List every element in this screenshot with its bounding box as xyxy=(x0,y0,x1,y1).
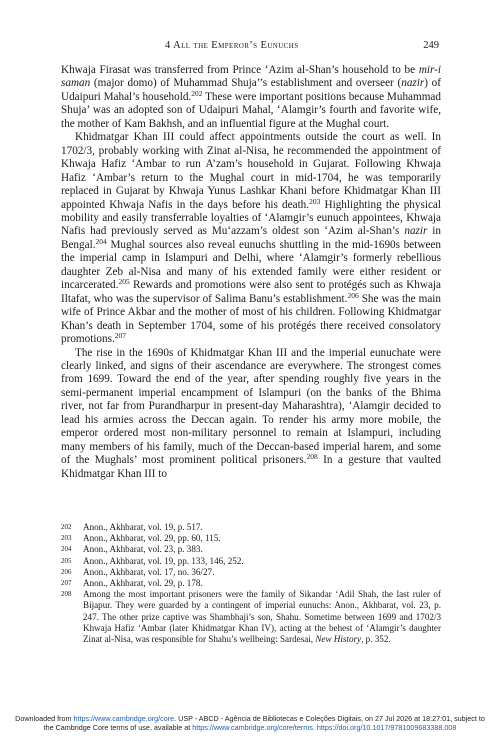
text-run: Anon., Akhbarat, vol. 17, no. 36/27. xyxy=(83,566,215,577)
body-text xyxy=(61,64,441,481)
text-run: These were important positions because Muhammad Shuja’ was an adopted son of Udaipuri Mahal, ‘Alamgir’s fourth and favorite wife, the mother of Kam Bakhsh, and an influential figure at the Mughal court. xyxy=(61,90,441,130)
download-notice-line-2 xyxy=(0,723,500,732)
footnote xyxy=(61,578,441,589)
text-run: Anon., Akhbarat, vol. 23, p. 383. xyxy=(83,544,203,555)
text-run: Anon., Akhbarat, vol. 29, pp. 60, 115. xyxy=(83,533,221,544)
italic-term: mir-i saman xyxy=(61,64,441,90)
footnote-number: 205 xyxy=(61,556,72,565)
text-run: Highlighting the physical mobility and easily transferrable loyalties of ‘Alamgir’s eunuch appointees, Khwaja Nafis had previously served as Mu‘azzam’s oldest son ‘Azim al-Shan’s xyxy=(61,198,441,238)
footnote-ref: 204 xyxy=(95,236,107,246)
italic-term: New History xyxy=(315,634,362,645)
footnote-ref: 202 xyxy=(191,88,203,98)
text-run: Rewards and promotions were also sent to protégés such as Khwaja Iltafat, who was the supervisor of Salima Banu’s establishment. xyxy=(61,279,441,305)
footnote-number: 204 xyxy=(61,545,72,554)
text-run: Downloaded from xyxy=(15,714,74,723)
link[interactable]: https://www.cambridge.org/core/terms xyxy=(192,723,313,733)
footnote xyxy=(61,522,441,533)
page-number: 249 xyxy=(423,40,439,51)
text-run: Mughal sources also reveal eunuchs shuttling in the mid-1690s between the imperial camp in Islampuri and Delhi, where ‘Alamgir’s formerly rebellious daughter Zeb al-Nisa and many of his extended family were either resident or incarcerated. xyxy=(61,238,441,292)
footnote-ref: 203 xyxy=(309,196,321,206)
footnote-ref: 205 xyxy=(118,277,130,287)
footnote xyxy=(61,567,441,578)
footnote xyxy=(61,589,441,645)
paragraph xyxy=(61,64,441,131)
text-run: in Bengal. xyxy=(61,225,442,251)
text-run: (major domo) of Muhammad Shuja’’s establishment and overseer ( xyxy=(90,77,402,90)
link[interactable]: https://www.cambridge.org/core xyxy=(73,714,175,723)
footnote-number: 206 xyxy=(61,567,72,576)
footnote-number: 208 xyxy=(61,590,72,599)
download-notice-line-1 xyxy=(0,714,500,723)
text-run: In a gesture that vaulted Khidmatgar Khan III to xyxy=(61,454,442,480)
text-run: the Cambridge Core terms of use, available at xyxy=(43,723,193,733)
paragraph xyxy=(61,131,441,346)
footnote-ref: 207 xyxy=(114,331,127,341)
text-run: Anon., Akhbarat, vol. 19, p. 517. xyxy=(83,522,203,532)
text-run: She was the main wife of Prince Akbar and the mother of most of his children. Following Khidmatgar Khan’s death in September 1704, some of his protégés there received consolatory promotions. xyxy=(61,292,442,346)
running-head-title: 4 All the Emperor’s Eunuchs xyxy=(165,40,299,51)
text-run: Anon., Akhbarat, vol. 19, pp. 133, 146, 252. xyxy=(83,555,244,566)
link[interactable]: https://doi.org/10.1017/9781009683388.008 xyxy=(316,723,457,733)
running-header xyxy=(61,40,439,54)
download-notice xyxy=(0,714,500,732)
footnote xyxy=(61,533,441,544)
text-run: Anon., Akhbarat, vol. 29, p. 178. xyxy=(83,578,203,589)
footnote xyxy=(61,556,441,567)
footnote-number: 203 xyxy=(61,534,72,543)
text-run: Khidmatgar Khan III could affect appointments outside the court as well. In 1702/3, probably working with Zinat al-Nisa, he recommended the appointment of Khwaja Hafiz ‘Ambar to run A’zam’s household in Gujarat. Following Khwaja Hafiz ‘Ambar’s return to the Mughal court in mid-1704, he was temporarily replaced in Gujarat by Khwaja Yunus Lashkar Khani before Khidmatgar Khan III appointed Khwaja Nafis in the days before his death. xyxy=(61,131,441,211)
footnote-number: 202 xyxy=(61,523,72,531)
footnote-ref: 206 xyxy=(347,290,359,300)
text-run: Khwaja Firasat was transferred from Prince ‘Azim al-Shan’s household to be xyxy=(61,64,419,76)
footnote-ref: 208 xyxy=(306,452,318,462)
footnotes xyxy=(61,522,441,645)
footnote-number: 207 xyxy=(61,579,72,588)
text-run: The rise in the 1690s of Khidmatgar Khan III and the imperial eunuchate were clearly linked, and signs of their ascendance are everywhere. The strongest comes from 1699. Toward the end of the year, after spending roughly five years in the semi-permanent imperial encampment of Islampuri (on the banks of the Bhima river, not far from Purandharpur in present-day Maharashtra), ‘Alamgir decided to lead his armies across the Deccan again. To render his army more mobile, the emperor ordered most non-military personnel to remain at Islampuri, including many members of his family, much of the Deccan-based imperial harem, and some of the Mughals’ most prominent political prisoners. xyxy=(61,346,441,467)
text-run: . xyxy=(312,723,317,733)
italic-term: nazir xyxy=(404,225,428,238)
footnote xyxy=(61,544,441,555)
text-run: . USP - ABCD - Agência de Bibliotecas e Coleções Digitais, on 27 Jul 2026 at 18:27:01, subject to xyxy=(174,714,485,723)
paragraph xyxy=(61,347,441,482)
text-run: , p. 352. xyxy=(361,634,391,645)
text-run: Among the most important prisoners were the family of Sikandar ‘Adil Shah, the last ruler of Bijapur. They were guarded by a contingent of imperial eunuchs: Anon., Akhbarat, vol. 23, p. 247. The other prize captive was Shambhaji’s son, Shahu. Sometime between 1699 and 1702/3 Khwaja Hafiz ‘Ambar (later Khidmatgar Khan IV), acting at the behest of ‘Alamgir’s daughter Zinat al-Nisa, was responsible for Shahu’s wellbeing: Sardesai, xyxy=(83,589,441,645)
text-run: ) of Udaipuri Mahal’s household. xyxy=(61,77,441,103)
italic-term: nazir xyxy=(401,77,425,90)
